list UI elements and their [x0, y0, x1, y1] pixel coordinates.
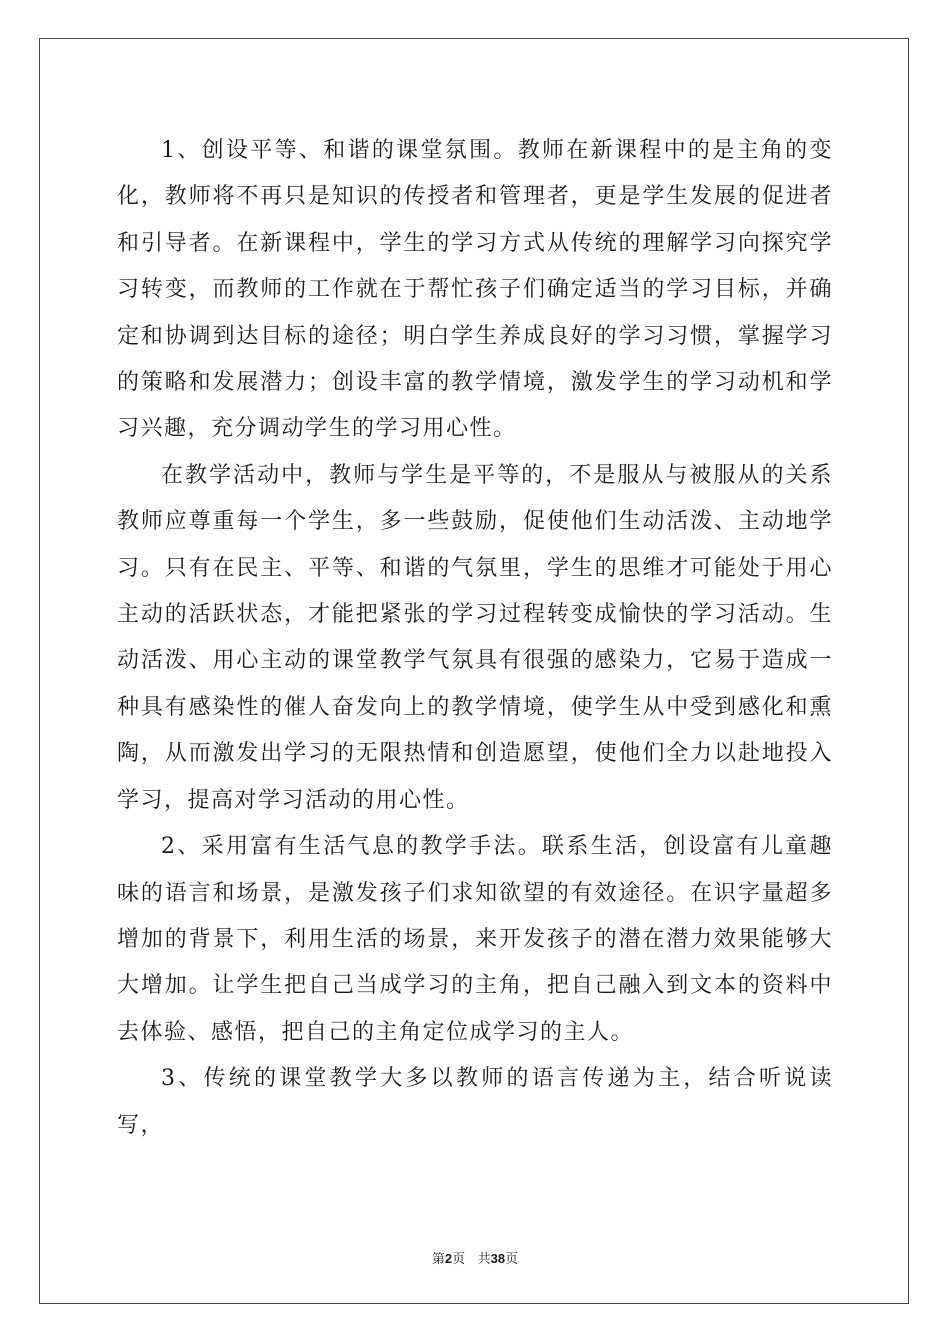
footer-prefix: 第: [431, 1252, 445, 1267]
footer-total-unit: 页: [505, 1252, 519, 1267]
footer-page-unit: 页: [452, 1252, 466, 1267]
footer-total-prefix: 共: [477, 1252, 491, 1267]
paragraph-3: 2、采用富有生活气息的教学手法。联系生活，创设富有儿童趣味的语言和场景，是激发孩子们求知欲望的有效途径。在识字量超多增加的背景下，利用生活的场景，来开发孩子的潜在潜力效果能够大大增加。让学生把自己当成学习的主角，把自己融入到文本的资料中去体验、感悟，把自己的主角定位成学习的主人。: [117, 834, 833, 1045]
paragraph-1: 1、创设平等、和谐的课堂氛围。教师在新课程中的是主角的变化，教师将不再只是知识的传授者和管理者，更是学生发展的促进者和引导者。在新课程中，学生的学习方式从传统的理解学习向探究学习转变，而教师的工作就在于帮忙孩子们确定适当的学习目标，并确定和协调到达目标的途径；明白学生养成良好的学习习惯，掌握学习的策略和发展潜力；创设丰富的教学情境，激发学生的学习动机和学习兴趣，充分调动学生的学习用心性。: [117, 138, 833, 442]
paragraph-4: 3、传统的课堂教学大多以教师的语言传递为主，结合听说读写，: [117, 1066, 833, 1138]
page-footer: [0, 1248, 950, 1267]
total-pages-number: 38: [490, 1251, 506, 1266]
document-body: [117, 128, 833, 1149]
current-page-number: 2: [444, 1251, 453, 1266]
paragraph-2: 在教学活动中，教师与学生是平等的，不是服从与被服从的关系教师应尊重每一个学生，多一些鼓励，促使他们生动活泼、主动地学习。只有在民主、平等、和谐的气氛里，学生的思维才可能处于用心主动的活跃状态，才能把紧张的学习过程转变成愉快的学习活动。生动活泼、用心主动的课堂教学气氛具有很强的感染力，它易于造成一种具有感染性的催人奋发向上的教学情境，使学生从中受到感化和熏陶，从而激发出学习的无限热情和创造愿望，使他们全力以赴地投入学习，提高对学习活动的用心性。: [117, 462, 833, 813]
